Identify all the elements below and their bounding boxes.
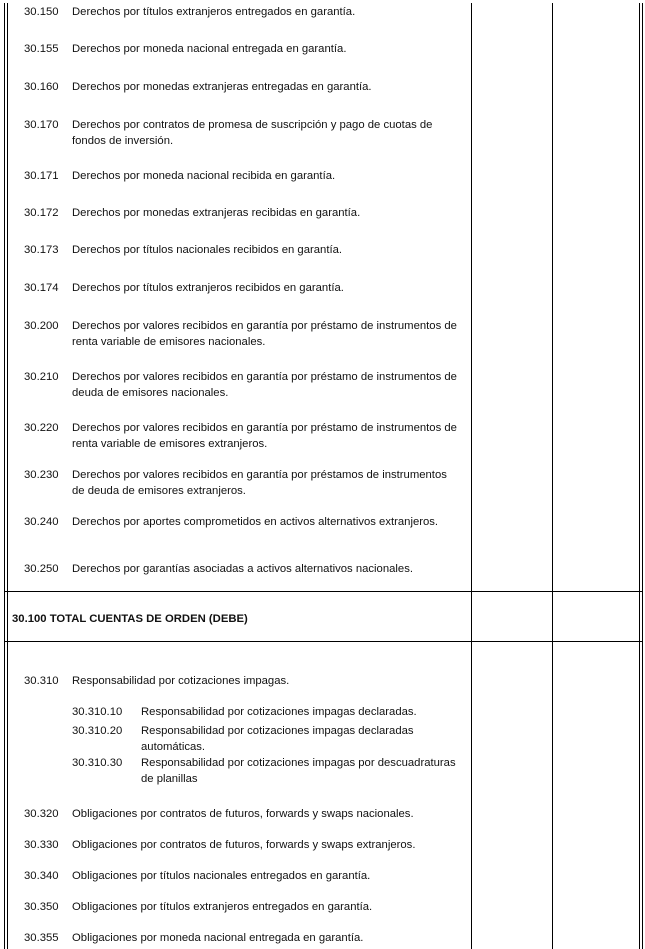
account-code: 30.330 <box>24 839 59 851</box>
account-description: Derechos por garantías asociadas a activos alternativos nacionales. <box>72 563 413 575</box>
account-description: Derechos por valores recibidos en garantía por préstamo de instrumentos de renta variable de emisores nacionales. <box>72 320 457 348</box>
account-description: Derechos por aportes comprometidos en activos alternativos extranjeros. <box>72 516 439 528</box>
account-description: Derechos por contratos de promesa de suscripción y pago de cuotas de fondos de inversión. <box>72 119 433 147</box>
row-divider-top-total <box>4 591 642 592</box>
account-description: Derechos por títulos extranjeros entregados en garantía. <box>72 6 356 18</box>
account-code: 30.150 <box>24 6 59 18</box>
account-description: Derechos por valores recibidos en garantía por préstamo de instrumentos de renta variable de emisores extranjeros. <box>72 422 457 450</box>
account-description: Derechos por títulos extranjeros recibidos en garantía. <box>72 282 344 294</box>
table-border-right-inner <box>639 3 640 949</box>
account-code: 30.200 <box>24 320 59 332</box>
table-border-left-outer <box>4 3 5 949</box>
account-code: 30.350 <box>24 901 59 913</box>
account-description: Obligaciones por títulos nacionales entregados en garantía. <box>72 870 371 882</box>
account-description: Derechos por moneda nacional recibida en garantía. <box>72 170 336 182</box>
column-divider-1 <box>471 3 472 949</box>
account-code: 30.320 <box>24 808 59 820</box>
sub-account-description: Responsabilidad por cotizaciones impagas por descuadraturas de planillas <box>141 757 456 785</box>
account-code: 30.173 <box>24 244 59 256</box>
account-description: Derechos por títulos nacionales recibidos en garantía. <box>72 244 343 256</box>
account-code: 30.250 <box>24 563 59 575</box>
table-border-right-outer <box>642 3 643 949</box>
account-description: Derechos por valores recibidos en garantía por préstamos de instrumentos de deuda de emisores extranjeros. <box>72 469 447 497</box>
account-code: 30.171 <box>24 170 59 182</box>
table-border-left-inner <box>7 3 8 949</box>
account-description: Derechos por monedas extranjeras entregadas en garantía. <box>72 81 372 93</box>
account-code: 30.174 <box>24 282 59 294</box>
account-description: Obligaciones por contratos de futuros, forwards y swaps nacionales. <box>72 808 414 820</box>
account-code: 30.230 <box>24 469 59 481</box>
row-divider-bottom-total <box>4 641 642 642</box>
account-description: Derechos por valores recibidos en garantía por préstamo de instrumentos de deuda de emisores nacionales. <box>72 371 457 399</box>
account-code: 30.240 <box>24 516 59 528</box>
account-description: Obligaciones por moneda nacional entregada en garantía. <box>72 932 364 944</box>
account-code: 30.355 <box>24 932 59 944</box>
column-divider-2 <box>552 3 553 949</box>
account-code: 30.310 <box>24 675 59 687</box>
account-code: 30.170 <box>24 119 59 131</box>
account-description: Derechos por monedas extranjeras recibidas en garantía. <box>72 207 361 219</box>
sub-account-description: Responsabilidad por cotizaciones impagas declaradas automáticas. <box>141 725 414 753</box>
account-code: 30.160 <box>24 81 59 93</box>
account-code: 30.220 <box>24 422 59 434</box>
account-description: Responsabilidad por cotizaciones impagas. <box>72 675 290 687</box>
sub-account-description: Responsabilidad por cotizaciones impagas declaradas. <box>141 706 417 718</box>
account-code: 30.340 <box>24 870 59 882</box>
total-debe-label: 30.100 TOTAL CUENTAS DE ORDEN (DEBE) <box>12 613 248 625</box>
account-code: 30.210 <box>24 371 59 383</box>
sub-account-code: 30.310.20 <box>72 725 123 737</box>
account-description: Derechos por moneda nacional entregada en garantía. <box>72 43 347 55</box>
sub-account-code: 30.310.10 <box>72 706 123 718</box>
account-description: Obligaciones por títulos extranjeros entregados en garantía. <box>72 901 373 913</box>
sub-account-code: 30.310.30 <box>72 757 123 769</box>
account-description: Obligaciones por contratos de futuros, forwards y swaps extranjeros. <box>72 839 416 851</box>
account-code: 30.172 <box>24 207 59 219</box>
account-code: 30.155 <box>24 43 59 55</box>
